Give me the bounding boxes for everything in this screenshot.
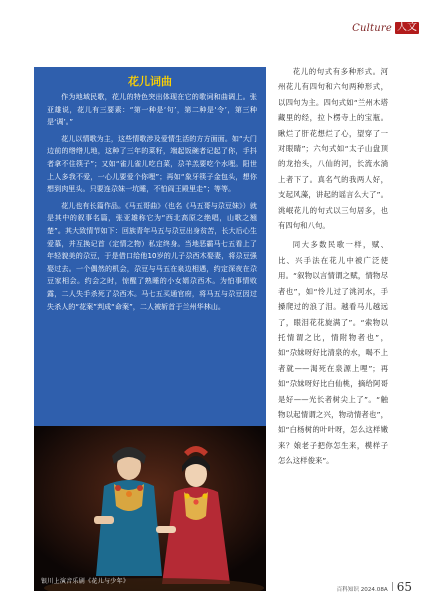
panel-title: 花儿词曲 — [128, 75, 172, 88]
panel-body — [47, 91, 257, 317]
section-label-en: Culture — [352, 22, 392, 34]
stage-scene-illustration — [34, 426, 266, 591]
page-footer — [337, 580, 412, 594]
stage-photo — [34, 426, 266, 591]
sidebar-panel — [34, 67, 266, 426]
panel-paragraph: 花儿以情歌为主，这些情歌涉及爱情生活的方方面面。如“大门边前的绺绺儿地，这种了三年的菜籽，端起饭碗者记起了你，手抖者拿不住筷子”；又如“雀儿雀儿吃白菜，尕羊羔要吃个水哩。阳世上人多我不爱，一心儿要爱个你哩”；再如“象牙筷子金包头，想你想到肉里头。只要连尕妹一坑睡，不怕阎王殿里走”；等等。 — [47, 133, 257, 194]
article-paragraph: 同大多数民歌一样，赋、比、兴手法在花儿中被广泛使用。“叙物以言情谓之赋，情物尽者也”，如“怜儿过了洮河水，手搡爬过的浪了泪。越看马儿越远了，眼泪花花旋满了”。“索物以托情谓之比，情附物者也”，如“尕妹呀好比清泉的水，喝不上者就——渴死在泉源上哩”；再如“尕妹呀好比白仙桃，摘给阿哥是好——光长者树尖上了”。“触物以起情谓之兴，物动情者也”，如“白杨树的叶叶呀，怎么这样嫩来？娘老子把你怎生来，模样子怎么这样俊来”。 — [278, 240, 388, 466]
panel-paragraph: 花儿也有长篇作品。《马五哥曲》（也名《马五哥与尕豆妹》）就是其中的叙事名篇，张亚雄称它为“西北高原之绝唱，山歌之翘楚”。其大致情节如下：回族青年马五与尕豆出身贫苦，长大后心生爱慕，并互换记首（定情之物）私定终身。当地恶霸马七五看上了年轻貌美的尕豆，于是借口给他10岁的儿子尕西木娶妻，将尕豆强娶过去。一个偶然的机会，尕豆与马五在泉边相遇，约定深夜在尕豆家相会。约会之时，惊醒了熟睡的小女婿尕西木。为怕事情败露，二人失手杀死了尕西木。马七五买通官府，将马五与尕豆因过失杀人的“花案”判成“命案”，二人被斩首于兰州华林山。 — [47, 200, 257, 311]
publication-source: 百科知识 2024.08A — [336, 587, 388, 593]
footer-divider — [392, 582, 393, 591]
page-number: 65 — [396, 580, 412, 594]
article-column — [278, 64, 388, 473]
photo-caption: 银川上演音乐剧《花儿与少年》 — [41, 578, 130, 585]
section-label-zh: 人文 — [397, 22, 417, 33]
panel-paragraph: 作为地域民歌，花儿的特色突出体现在它的歌词和曲调上。张亚雄说，花儿有三要素：“第一种是‘句’，第二种是‘令’，第三种是‘调’。” — [47, 92, 257, 127]
article-paragraph: 花儿的句式有多种形式。河州花儿有四句和六句两种形式，以四句为主。四句式如“兰州木塔藏里的经，拉卜楞寺上的宝瓶。瞅烂了肝花想烂了心，望穿了一对眼睛”；六句式如“太子山盘顶的龙抬头，八仙的河，长流水淌上者下了。真名气的我两人好，支起风藻，讲起的谣言么大了”。洮岷花儿的句式以三句居多，也有四句和八句。 — [278, 67, 388, 231]
section-header — [352, 22, 419, 34]
